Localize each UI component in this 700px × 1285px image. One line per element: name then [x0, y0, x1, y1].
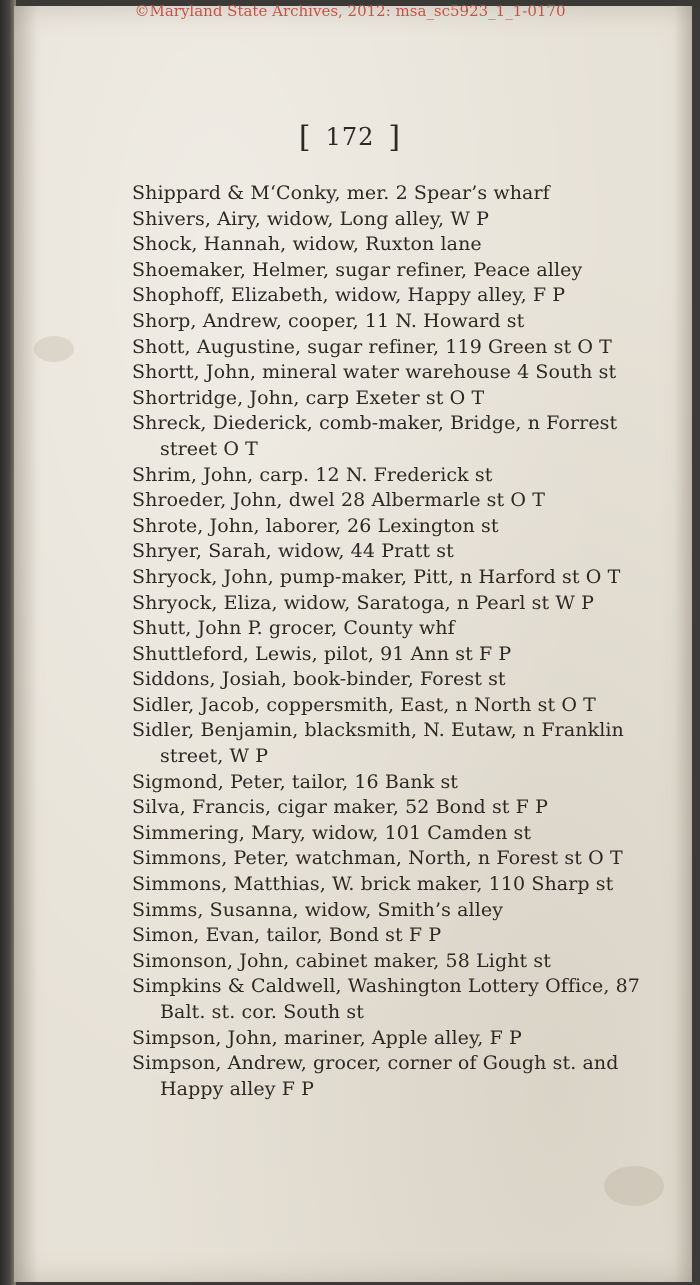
directory-entry: Shophoff, Elizabeth, widow, Happy alley, F P: [132, 284, 566, 307]
directory-entry: Simms, Susanna, widow, Smith’s alley: [132, 898, 504, 921]
directory-entry: Shreck, Diederick, comb-maker, Bridge, n Forrest street O T: [132, 412, 618, 460]
directory-entry: Shutt, John P. grocer, County whf: [132, 617, 455, 640]
page-number-bracket-left: [: [298, 120, 312, 155]
paper-stain: [604, 1166, 664, 1206]
directory-entry: Simmons, Matthias, W. brick maker, 110 Sharp st: [132, 873, 614, 896]
directory-entry: Shorp, Andrew, cooper, 11 N. Howard st: [132, 309, 525, 332]
directory-entry: Shryock, Eliza, widow, Saratoga, n Pearl st W P: [132, 591, 595, 614]
page-number-bracket-right: ]: [388, 120, 402, 155]
directory-entry: Shroeder, John, dwel 28 Albermarle st O T: [132, 489, 545, 512]
directory-entry: Simonson, John, cabinet maker, 58 Light st: [132, 949, 552, 972]
directory-entry: Simpson, John, mariner, Apple alley, F P: [132, 1026, 522, 1049]
directory-entry: Simmering, Mary, widow, 101 Camden st: [132, 821, 532, 844]
archive-watermark: ©Maryland State Archives, 2012: msa_sc5923_1_1-0170: [134, 2, 566, 20]
directory-entry: Sigmond, Peter, tailor, 16 Bank st: [132, 770, 459, 793]
page-number-value: 172: [325, 123, 375, 151]
directory-entry: Siddons, Josiah, book-binder, Forest st: [132, 668, 506, 691]
directory-entry: Simpkins & Caldwell, Washington Lottery Office, 87 Balt. st. cor. South st: [132, 975, 640, 1023]
directory-entry: Shryock, John, pump-maker, Pitt, n Harford st O T: [132, 565, 621, 588]
directory-entry: Shortridge, John, carp Exeter st O T: [132, 386, 485, 409]
directory-entry: Shrote, John, laborer, 26 Lexington st: [132, 514, 499, 537]
directory-entry: Shoemaker, Helmer, sugar refiner, Peace alley: [132, 258, 583, 281]
directory-entry: Shrim, John, carp. 12 N. Frederick st: [132, 463, 493, 486]
paper-stain: [34, 336, 74, 362]
page-number: [0, 120, 700, 155]
directory-entry: Sidler, Benjamin, blacksmith, N. Eutaw, n Franklin street, W P: [132, 719, 624, 768]
directory-entry: Simmons, Peter, watchman, North, n Forest st O T: [132, 847, 623, 870]
directory-entry: Simpson, Andrew, grocer, corner of Gough st. and Happy alley F P: [132, 1052, 619, 1100]
directory-entry: Silva, Francis, cigar maker, 52 Bond st F P: [132, 796, 548, 819]
directory-entry: Shortt, John, mineral water warehouse 4 South st: [132, 361, 617, 384]
directory-entries: [132, 181, 678, 1102]
directory-entry: Shott, Augustine, sugar refiner, 119 Green st O T: [132, 335, 612, 358]
directory-entry: Shippard & M‘Conky, mer. 2 Spear’s wharf: [132, 182, 550, 204]
directory-entry: Shryer, Sarah, widow, 44 Pratt st: [132, 540, 454, 563]
directory-entry: Sidler, Jacob, coppersmith, East, n North st O T: [132, 693, 596, 716]
directory-entry: Shivers, Airy, widow, Long alley, W P: [132, 207, 489, 230]
directory-entry: Shock, Hannah, widow, Ruxton lane: [132, 233, 482, 256]
directory-entry: Simon, Evan, tailor, Bond st F P: [132, 924, 442, 947]
directory-entry: Shuttleford, Lewis, pilot, 91 Ann st F P: [132, 642, 512, 665]
